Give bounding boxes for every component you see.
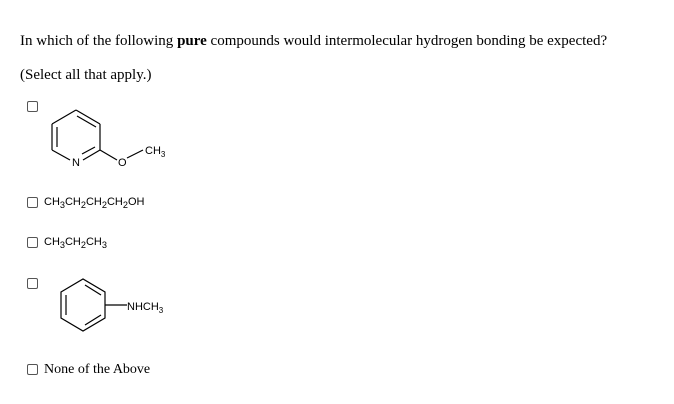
option-2-formula: $CH_3CH_2CH_2CH_2OH$ (44, 196, 145, 211)
nitrogen-label: N (72, 157, 80, 169)
question-suffix: compounds would intermolecular hydrogen bonding be expected? (210, 33, 608, 49)
question-emphasis: pure (177, 33, 207, 49)
methyl-label: $CH_3$ (145, 145, 166, 159)
option-5-checkbox[interactable] (27, 364, 38, 375)
oxygen-label: O (118, 157, 127, 169)
instruction-text: (Select all that apply.) (20, 67, 152, 83)
option-3-formula: $CH_3CH_2CH_3$ (44, 236, 107, 251)
nhch3-label: $NHCH_3$ (127, 301, 164, 315)
option-5-label: None of the Above (44, 362, 151, 377)
question-prefix: In which of the following (20, 33, 174, 49)
